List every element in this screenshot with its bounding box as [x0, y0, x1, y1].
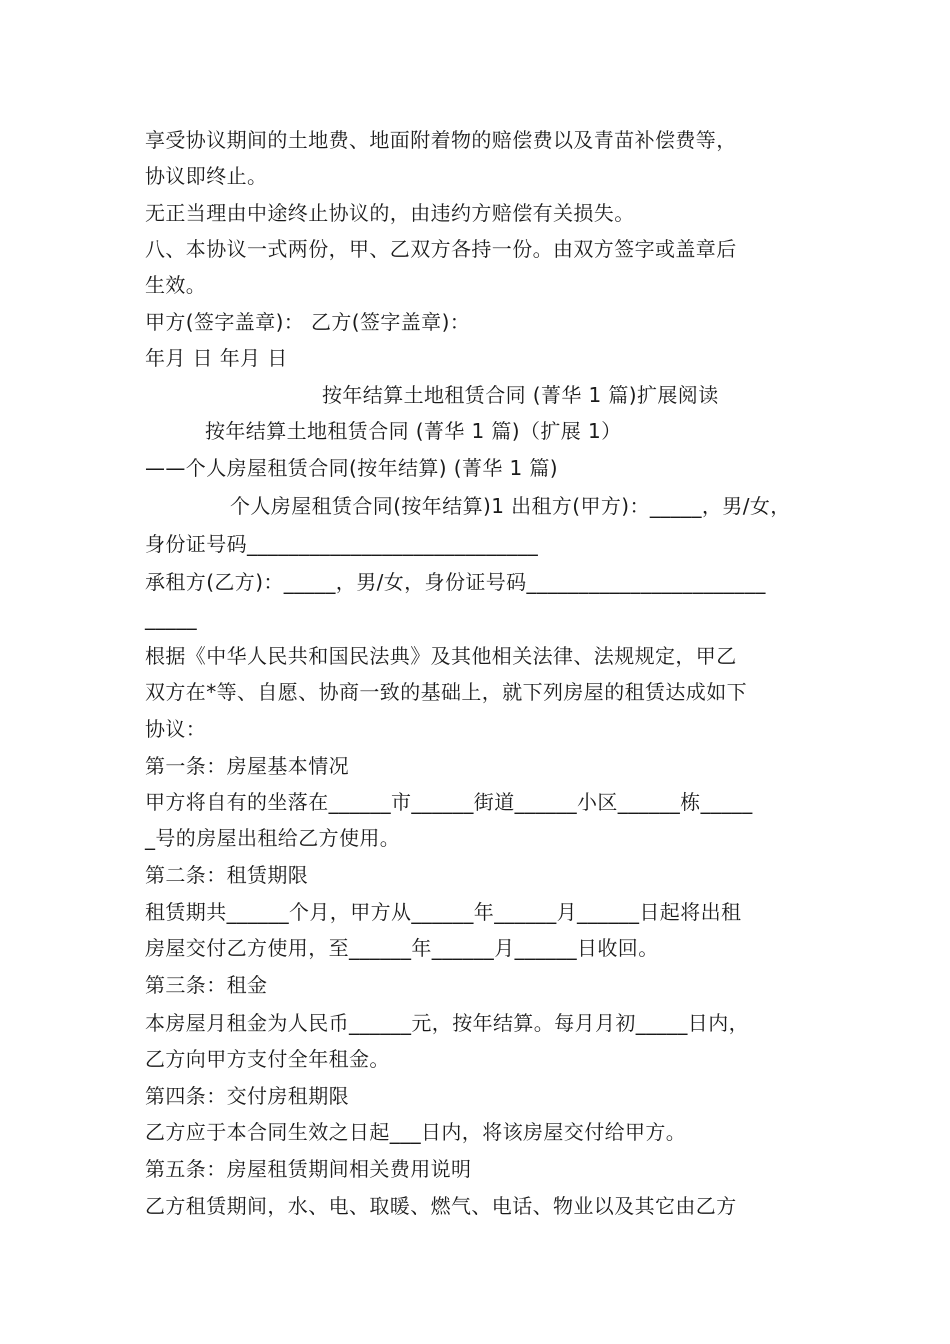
article-one-heading: 第一条：房屋基本情况	[145, 754, 349, 778]
paragraph-line: 房屋交付乙方使用，至______年______月______日收回。	[145, 936, 659, 960]
lessee-line: 承租方(乙方)：_____，男/女，身份证号码_______________________	[145, 570, 766, 594]
paragraph-line: _号的房屋出租给乙方使用。	[145, 826, 401, 850]
paragraph-line: 甲方将自有的坐落在______市______街道______小区______栋_____	[145, 790, 753, 814]
paragraph-line: 协议：	[145, 717, 207, 741]
clause-eight-line: 八、本协议一式两份，甲、乙双方各持一份。由双方签字或盖章后	[145, 237, 737, 261]
paragraph-line: 租赁期共______个月，甲方从______年______月______日起将出租	[145, 900, 742, 924]
paragraph-line: 本房屋月租金为人民币______元，按年结算。每月月初_____日内，	[145, 1011, 749, 1035]
lessor-line: 个人房屋租赁合同(按年结算)1 出租方(甲方)：_____，男/女，	[230, 494, 791, 518]
article-two-heading: 第二条：租赁期限	[145, 863, 309, 887]
lessor-id-line: 身份证号码____________________________	[145, 532, 539, 556]
paragraph-line: 生效。	[145, 273, 207, 297]
date-line: 年月 日 年月 日	[145, 346, 288, 370]
paragraph-line: 无正当理由中途终止协议的，由违约方赔偿有关损失。	[145, 201, 635, 225]
paragraph-line: 乙方租赁期间，水、电、取暖、燃气、电话、物业以及其它由乙方	[145, 1194, 737, 1218]
article-five-heading: 第五条：房屋租赁期间相关费用说明	[145, 1157, 472, 1181]
lessee-id-continuation: _____	[145, 606, 197, 630]
contract-subtitle: ——个人房屋租赁合同(按年结算) (菁华 1 篇)	[145, 456, 559, 480]
signature-line: 甲方(签字盖章)： 乙方(签字盖章)：	[145, 310, 471, 334]
paragraph-line: 协议即终止。	[145, 164, 268, 188]
article-three-heading: 第三条：租金	[145, 973, 268, 997]
paragraph-line: 乙方向甲方支付全年租金。	[145, 1047, 390, 1071]
extended-reading-title: 按年结算土地租赁合同 (菁华 1 篇)扩展阅读	[322, 383, 719, 407]
paragraph-line: 根据《中华人民共和国民法典》及其他相关法律、法规规定，甲乙	[145, 644, 737, 668]
extended-section-title: 按年结算土地租赁合同 (菁华 1 篇)（扩展 1）	[205, 419, 622, 443]
paragraph-line: 享受协议期间的土地费、地面附着物的赔偿费以及青苗补偿费等，	[145, 128, 737, 152]
article-four-heading: 第四条：交付房租期限	[145, 1084, 349, 1108]
paragraph-line: 双方在*等、自愿、协商一致的基础上，就下列房屋的租赁达成如下	[145, 680, 747, 704]
paragraph-line: 乙方应于本合同生效之日起___日内，将该房屋交付给甲方。	[145, 1120, 687, 1144]
